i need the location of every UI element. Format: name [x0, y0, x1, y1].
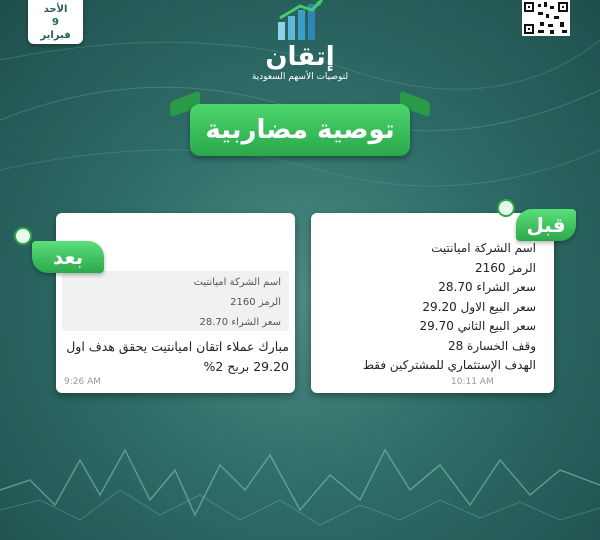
after-label [32, 241, 104, 273]
before-line-company: اسم الشركة اميانتيت [431, 241, 536, 255]
before-timestamp: 10:11 AM [451, 377, 494, 387]
before-line-buy-price: سعر الشراء 28.70 [438, 280, 536, 294]
after-timestamp: 9:26 AM [64, 377, 101, 387]
date-month: فبراير [40, 29, 71, 41]
logo [230, 0, 370, 86]
date-badge [28, 0, 83, 44]
page-title: توصية مضاربية [205, 115, 395, 145]
logo-tagline: لتوصيات الأسهم السعودية [251, 72, 349, 82]
quote-line-buy-price: سعر الشراء 28.70 [199, 317, 281, 328]
after-card [56, 213, 295, 393]
before-line-stop-loss: وقف الخسارة 28 [447, 338, 536, 353]
before-label-text: قبل [526, 213, 566, 237]
after-message [62, 337, 289, 377]
date-day: الأحد [43, 3, 68, 15]
decorative-line-chart [0, 420, 600, 540]
before-line-symbol: الرمز 2160 [474, 260, 536, 275]
after-message-line-2: 29.20 بربح 2% [203, 359, 289, 374]
pin-icon [14, 227, 32, 245]
before-label [516, 209, 576, 241]
quote-line-symbol: الرمز 2160 [230, 297, 281, 308]
quoted-message [62, 271, 289, 331]
qr-code-icon[interactable] [522, 0, 570, 36]
logo-name: إتقان [265, 42, 335, 72]
after-label-text: بعد [52, 245, 84, 269]
pin-icon [497, 199, 515, 217]
quote-line-company: اسم الشركة اميانتيت [193, 277, 281, 288]
before-line-target: الهدف الإستثماري للمشتركين فقط [362, 358, 536, 372]
before-line-sell-2: سعر البيع الثاني 29.70 [419, 319, 536, 333]
before-line-sell-1: سعر البيع الاول 29.20 [422, 299, 536, 314]
title-ribbon [190, 104, 410, 156]
bar-chart-arrow-icon [270, 0, 330, 42]
after-message-line-1: مبارك عملاء اتقان اميانتيت يحقق هدف اول [66, 339, 289, 354]
date-number: 9 [52, 16, 59, 28]
before-message [316, 239, 536, 376]
